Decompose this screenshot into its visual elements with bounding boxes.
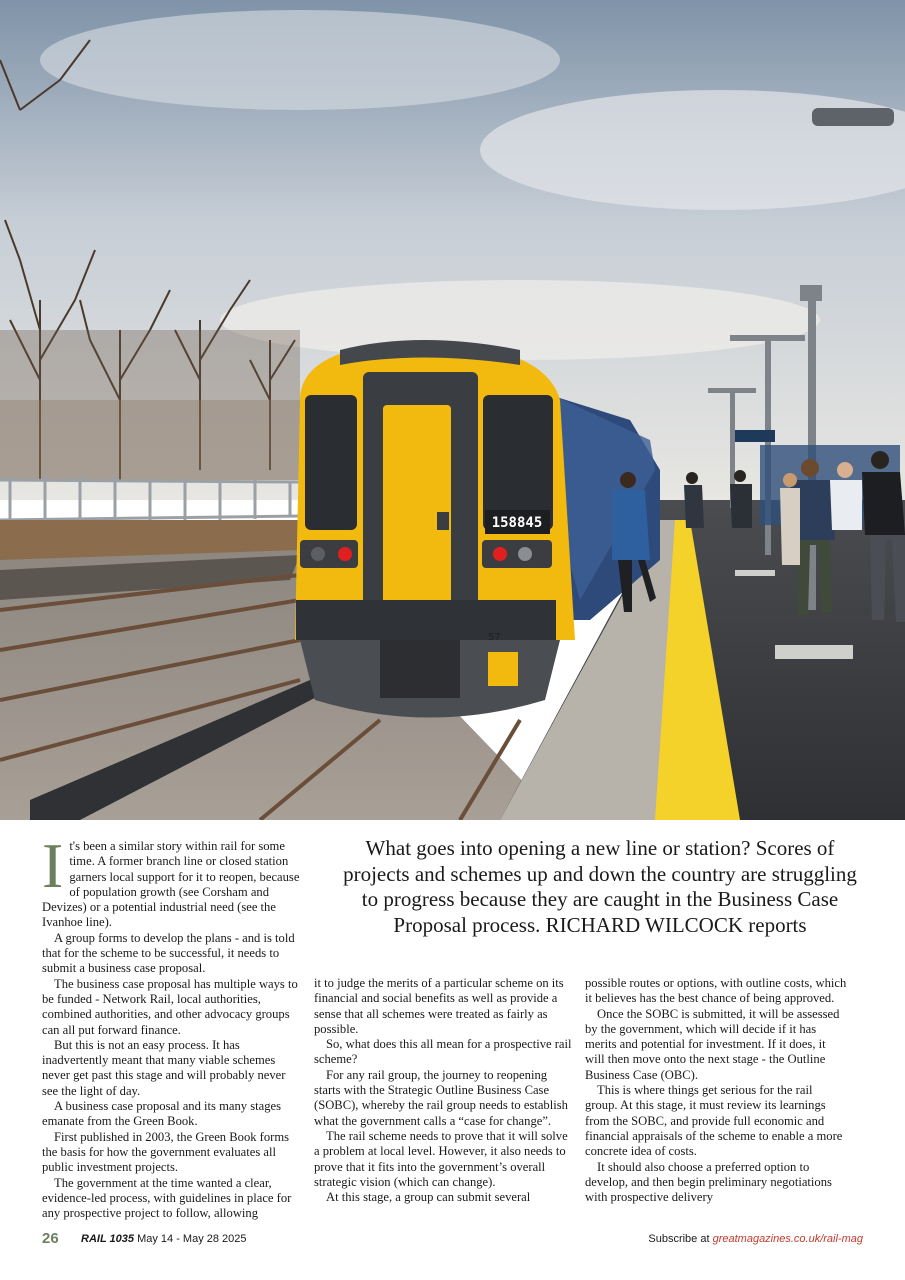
page-footer bbox=[0, 1230, 905, 1254]
body-column-3 bbox=[585, 976, 847, 1205]
paragraph: it to judge the merits of a particular scheme on its financial and social benefits as well as provide a sense that all schemes were treated as fairly as possible. bbox=[314, 976, 564, 1036]
paragraph: For any rail group, the journey to reopening starts with the Strategic Outline Business Case (SOBC), whereby the rail group needs to establish what the government calls a “case for change”. bbox=[314, 1067, 568, 1128]
paragraph: This is where things get serious for the rail group. At this stage, it must review its learnings from the SOBC, and provide full economic and financial appraisals of the scheme to enable a more concrete idea of costs. bbox=[585, 1083, 843, 1159]
paragraph: t's been a similar story within rail for some time. A former branch line or closed station garners local support for it to reopen, because of population growth (see Corsham and Devizes) or a potential industrial need (see the Ivanhoe line). bbox=[42, 839, 300, 930]
paragraph: First published in 2003, the Green Book forms the basis for how the government evaluates all public investment projects. bbox=[42, 1129, 290, 1175]
train-number: 158845 bbox=[491, 515, 543, 531]
paragraph: The government at the time wanted a clear, evidence-led process, with guidelines in place for any prospective project to follow, allowing bbox=[42, 1175, 292, 1221]
magazine-name: RAIL 1035 bbox=[81, 1233, 134, 1245]
train-front bbox=[295, 340, 575, 718]
paragraph: Once the SOBC is submitted, it will be assessed by the government, which will decide if it has merits and potential for investment. If it does, it will then move onto the next stage - the Outline Business Case (OBC). bbox=[585, 1006, 840, 1082]
paragraph: But this is not an easy process. It has inadvertently meant that many viable schemes never get past this stage and will probably never see the light of day. bbox=[42, 1037, 286, 1098]
subscribe-link[interactable]: greatmagazines.co.uk/rail-mag bbox=[712, 1233, 863, 1245]
car-number: 57 bbox=[488, 632, 501, 643]
paragraph: possible routes or options, with outline costs, which it believes has the best chance of being approved. bbox=[585, 976, 847, 1006]
paragraph: So, what does this all mean for a prospective rail scheme? bbox=[314, 1037, 572, 1067]
paragraph: A group forms to develop the plans - and is told that for the scheme to be successful, it needs to submit a business case proposal. bbox=[42, 930, 295, 976]
paragraph: At this stage, a group can submit several bbox=[326, 1190, 531, 1205]
subscribe-text: Subscribe at bbox=[648, 1233, 710, 1245]
magazine-issue bbox=[81, 1233, 247, 1245]
standfirst: What goes into opening a new line or station? Scores of projects and schemes up and down the country are struggling to progress because they are caught in the Business Case Proposal process. RICHARD WILCOCK reports bbox=[343, 836, 857, 937]
issue-dates: May 14 - May 28 2025 bbox=[137, 1233, 247, 1245]
paragraph: It should also choose a preferred option to develop, and then begin preliminary negotiations with prospective delivery bbox=[585, 1159, 832, 1205]
subscribe-note bbox=[648, 1233, 863, 1245]
drop-cap: I bbox=[42, 830, 64, 901]
paragraph: The rail scheme needs to prove that it will solve a problem at local level. However, it also needs to prove that it fits into the government’s overall strategic vision (which can change). bbox=[314, 1128, 568, 1189]
paragraph: A business case proposal and its many stages emanate from the Green Book. bbox=[42, 1099, 282, 1129]
body-column-2 bbox=[314, 976, 574, 1205]
paragraph: The business case proposal has multiple ways to be funded - Network Rail, local authorities, combined authorities, and other advocacy groups can all put forward finance. bbox=[42, 976, 298, 1037]
page-number: 26 bbox=[42, 1230, 59, 1247]
body-column-1 bbox=[42, 830, 302, 1221]
